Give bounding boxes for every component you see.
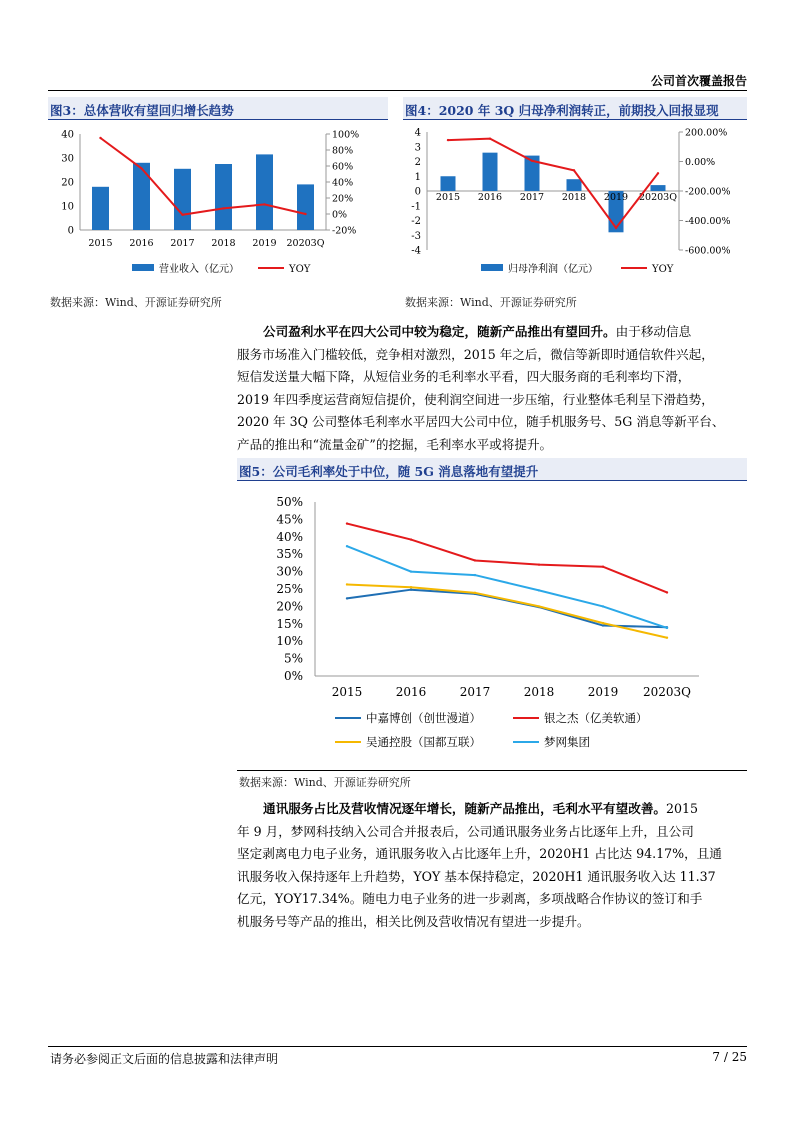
fig3-source: 数据来源：Wind、开源证券研究所 bbox=[50, 296, 222, 309]
legend-label-bar: 营业收入（亿元） bbox=[159, 264, 239, 275]
para2-line: 亿元，YOY17.34%。随电力电子业务的进一步剥离，多项战略合作协议的签订和手 bbox=[237, 891, 703, 907]
fig5-source: 数据来源：Wind、开源证券研究所 bbox=[239, 776, 411, 789]
yoy-point bbox=[573, 169, 575, 171]
yoy-line bbox=[448, 139, 658, 228]
right-tick-label: 40% bbox=[332, 177, 354, 189]
left-tick-label: -4 bbox=[411, 245, 421, 257]
y-tick-label: 20% bbox=[276, 599, 303, 614]
legend-label: 吴通控股（国都互联） bbox=[366, 735, 481, 749]
right-tick-label: 20% bbox=[332, 193, 354, 205]
left-tick-label: 40 bbox=[61, 129, 74, 141]
category-label: 2019 bbox=[252, 238, 277, 249]
fig4-source: 数据来源：Wind、开源证券研究所 bbox=[405, 296, 577, 309]
left-tick-label: 0 bbox=[414, 186, 421, 198]
legend-label-line: YOY bbox=[652, 264, 674, 275]
left-tick-label: 20 bbox=[61, 177, 74, 189]
para2-lead: 通讯服务占比及营收情况逐年增长，随新产品推出，毛利水平有望改善。 bbox=[263, 801, 666, 816]
legend-label: 中嘉博创（创世漫道） bbox=[366, 711, 481, 725]
right-tick-label: 100% bbox=[332, 129, 360, 141]
right-tick-label: 0% bbox=[332, 209, 348, 221]
category-label: 2016 bbox=[477, 192, 503, 203]
legend-label-bar: 归母净利润（亿元） bbox=[508, 264, 598, 275]
yoy-point bbox=[615, 227, 617, 229]
left-tick-label: -3 bbox=[411, 230, 421, 242]
bar bbox=[92, 187, 109, 230]
y-tick-label: 15% bbox=[276, 616, 303, 631]
series-point bbox=[474, 592, 476, 594]
series-point bbox=[474, 574, 476, 576]
yoy-point bbox=[657, 172, 659, 174]
category-label: 2017 bbox=[170, 238, 195, 249]
para1-line: 产品的推出和“流量金矿”的挖掘，毛利率水平或将提升。 bbox=[237, 436, 553, 452]
series-point bbox=[346, 545, 348, 547]
series-point bbox=[410, 538, 412, 540]
x-tick-label: 2018 bbox=[523, 685, 555, 699]
right-tick-label: -200.00% bbox=[685, 186, 731, 198]
y-tick-label: 45% bbox=[276, 512, 303, 527]
bar bbox=[567, 179, 582, 191]
legend-swatch-bar bbox=[481, 264, 503, 271]
category-label: 2015 bbox=[88, 238, 113, 249]
left-tick-label: -1 bbox=[411, 201, 421, 213]
fig5-rule bbox=[237, 770, 747, 771]
para1-line: 短信发送量大幅下降，从短信业务的毛利率水平看，四大服务商的毛利率均下滑， bbox=[237, 369, 691, 385]
left-tick-label: -2 bbox=[411, 216, 421, 227]
fig5-title: 图5：公司毛利率处于中位，随 5G 消息落地有望提升 bbox=[239, 464, 539, 479]
legend-label-line: YOY bbox=[289, 264, 311, 275]
series-point bbox=[538, 605, 540, 607]
left-tick-label: 10 bbox=[61, 201, 74, 213]
y-tick-label: 5% bbox=[283, 651, 303, 666]
series-point bbox=[602, 566, 604, 568]
y-tick-label: 30% bbox=[276, 564, 303, 579]
right-tick-label: -20% bbox=[332, 225, 357, 237]
right-tick-label: 200.00% bbox=[685, 127, 728, 139]
report-type: 公司首次覆盖报告 bbox=[650, 74, 747, 88]
series-point bbox=[538, 589, 540, 591]
para1-lead: 公司盈利水平在四大公司中较为稳定，随新产品推出有望回升。 bbox=[263, 324, 616, 339]
series-point bbox=[410, 586, 412, 588]
yoy-point bbox=[263, 203, 265, 205]
y-tick-label: 40% bbox=[276, 529, 303, 544]
right-tick-label: -400.00% bbox=[685, 216, 731, 227]
series-point bbox=[602, 605, 604, 607]
y-tick-label: 10% bbox=[276, 634, 303, 649]
bar bbox=[651, 185, 666, 191]
x-tick-label: 2015 bbox=[331, 685, 363, 699]
category-label: 2019 bbox=[603, 192, 629, 203]
bar bbox=[297, 184, 314, 230]
bar bbox=[215, 164, 232, 230]
series-point bbox=[410, 588, 412, 590]
category-label: 20203Q bbox=[638, 192, 678, 203]
footer-rule bbox=[48, 1046, 747, 1047]
yoy-point bbox=[304, 213, 306, 215]
series-point bbox=[538, 563, 540, 565]
yoy-point bbox=[531, 160, 533, 162]
series-point bbox=[346, 522, 348, 524]
yoy-point bbox=[447, 139, 449, 141]
category-label: 2015 bbox=[435, 192, 461, 203]
yoy-point bbox=[181, 214, 183, 216]
y-tick-label: 25% bbox=[276, 582, 303, 596]
bar bbox=[483, 153, 498, 191]
series-point bbox=[346, 583, 348, 585]
left-tick-label: 3 bbox=[414, 142, 421, 154]
bar bbox=[256, 154, 273, 230]
yoy-point bbox=[140, 167, 142, 169]
x-tick-label: 2016 bbox=[395, 685, 427, 699]
yoy-point bbox=[99, 137, 101, 139]
header-rule bbox=[48, 90, 747, 91]
fig3-title: 图3：总体营收有望回归增长趋势 bbox=[50, 103, 234, 118]
paragraph-gross-margin bbox=[237, 321, 747, 457]
right-tick-label: 60% bbox=[332, 161, 354, 173]
fig4-title: 图4：2020 年 3Q 归母净利润转正，前期投入回报显现 bbox=[405, 103, 719, 118]
y-tick-label: 35% bbox=[276, 547, 303, 562]
legend-label: 银之杰（亿美软通） bbox=[544, 711, 648, 725]
yoy-point bbox=[489, 137, 491, 139]
category-label: 2017 bbox=[519, 192, 545, 203]
x-tick-label: 2017 bbox=[459, 685, 491, 699]
series-point bbox=[346, 597, 348, 599]
series-point bbox=[602, 622, 604, 624]
para2-line: 机服务号等产品的推出，相关比例及营收情况有望进一步提升。 bbox=[237, 913, 590, 929]
bar bbox=[174, 169, 191, 230]
para2-line: 讯服务收入保持逐年上升趋势，YOY 基本保持稳定，2020H1 通讯服务收入达 11.37 bbox=[237, 868, 716, 884]
series-point bbox=[474, 559, 476, 561]
y-tick-label: 50% bbox=[276, 495, 303, 509]
series-point bbox=[666, 637, 668, 639]
para2-line: 坚定剥离电力电子业务，通讯服务收入占比逐年上升，2020H1 占比达 94.17%，且通 bbox=[237, 846, 722, 862]
series-point bbox=[666, 591, 668, 593]
bar bbox=[441, 176, 456, 191]
left-tick-label: 2 bbox=[414, 157, 421, 168]
legend-label: 梦网集团 bbox=[544, 735, 590, 749]
left-tick-label: 30 bbox=[61, 153, 74, 165]
yoy-point bbox=[222, 207, 224, 209]
right-tick-label: -600.00% bbox=[685, 245, 731, 257]
series-point bbox=[666, 627, 668, 629]
series-line bbox=[347, 590, 667, 628]
para2-line: 2015 bbox=[666, 801, 699, 816]
left-tick-label: 0 bbox=[67, 225, 74, 237]
fig4-chart bbox=[403, 122, 747, 282]
para1-line: 由于移动信息 bbox=[615, 324, 692, 339]
legend-swatch-bar bbox=[132, 264, 154, 271]
left-tick-label: 4 bbox=[414, 127, 421, 139]
category-label: 2018 bbox=[211, 238, 236, 249]
right-tick-label: 0.00% bbox=[685, 157, 716, 168]
footer-disclaimer: 请务必参阅正文后面的信息披露和法律声明 bbox=[50, 1052, 279, 1066]
series-point bbox=[410, 570, 412, 572]
left-tick-label: 1 bbox=[414, 171, 421, 183]
series-point bbox=[602, 624, 604, 626]
bar bbox=[133, 163, 150, 230]
category-label: 20203Q bbox=[286, 238, 325, 249]
category-label: 2016 bbox=[129, 238, 154, 249]
fig5-chart bbox=[237, 484, 747, 764]
para2-line: 年 9 月，梦网科技纳入公司合并报表后，公司通讯服务业务占比逐年上升，且公司 bbox=[237, 823, 694, 839]
y-tick-label: 0% bbox=[283, 669, 303, 683]
category-label: 2018 bbox=[561, 192, 587, 203]
para1-line: 2019 年四季度运营商短信提价，使利润空间进一步压缩，行业整体毛利呈下滑趋势， bbox=[237, 391, 714, 407]
x-tick-label: 2019 bbox=[587, 685, 619, 699]
paragraph-comm-services bbox=[237, 798, 747, 934]
fig3-chart bbox=[48, 122, 393, 282]
x-tick-label: 20203Q bbox=[642, 685, 692, 699]
para1-line: 服务市场准入门槛较低，竞争相对激烈，2015 年之后，微信等新即时通信软件兴起， bbox=[237, 346, 714, 362]
page-number: 7 / 25 bbox=[712, 1050, 747, 1064]
para1-line: 2020 年 3Q 公司整体毛利率水平居四大公司中位，随手机服务号、5G 消息等新平台、 bbox=[237, 414, 725, 430]
yoy-line bbox=[101, 138, 306, 215]
right-tick-label: 80% bbox=[332, 145, 354, 157]
